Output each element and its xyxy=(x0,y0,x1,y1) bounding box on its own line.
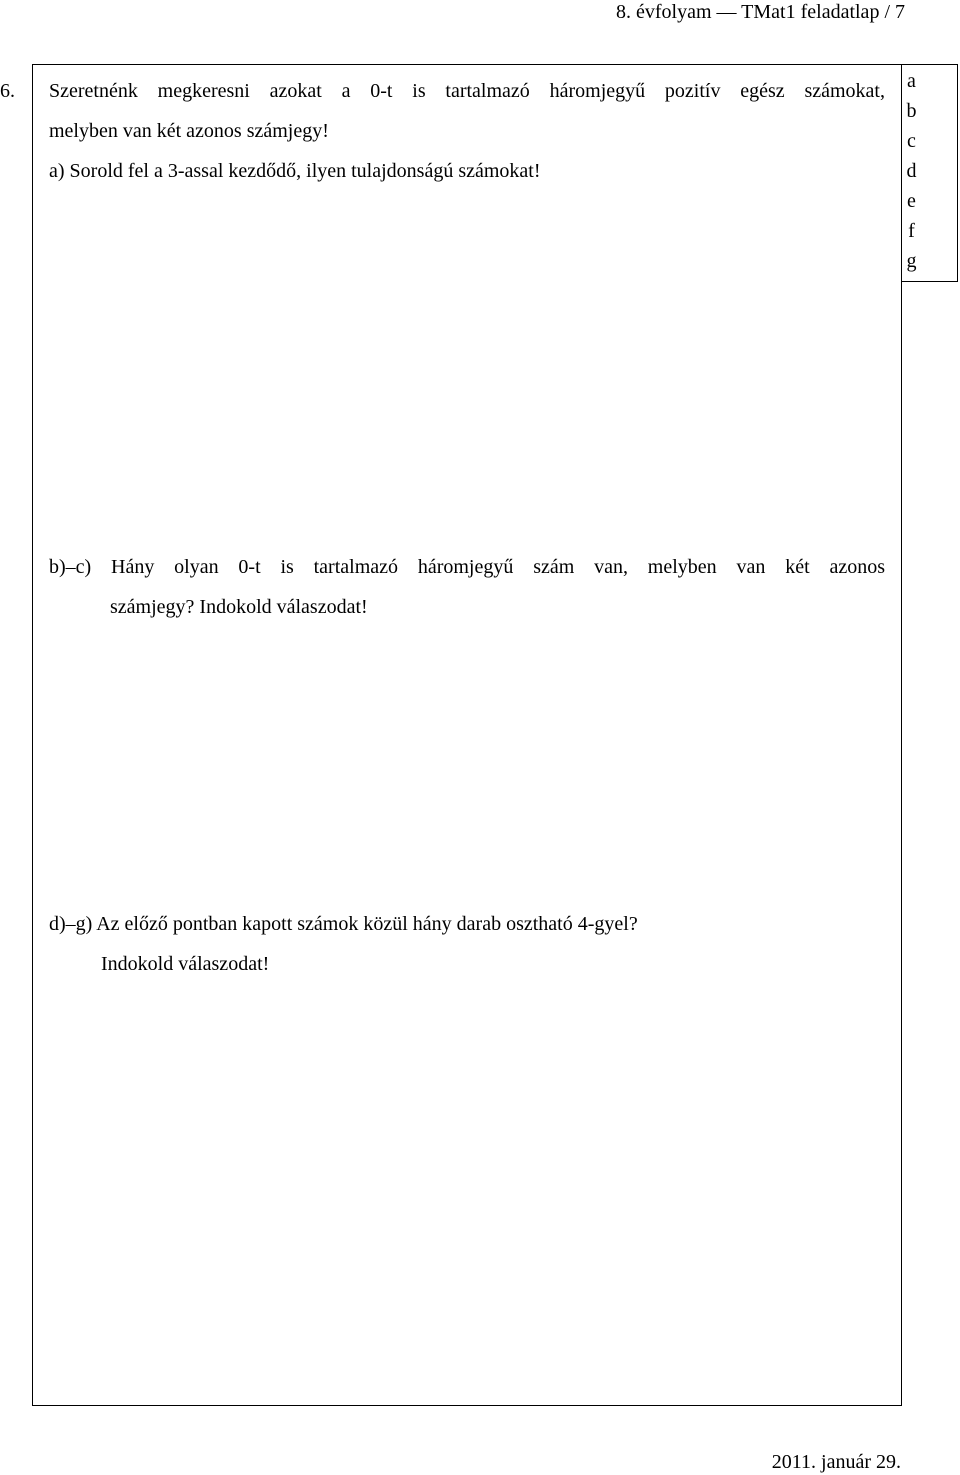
task-number: 6. xyxy=(0,80,15,102)
score-label-g: g xyxy=(906,250,917,272)
question-dg-line-1: d)–g) Az előző pontban kapott számok közül hány darab osztható 4-gyel? xyxy=(49,913,638,935)
score-box xyxy=(901,64,958,282)
page-footer-date: 2011. január 29. xyxy=(771,1451,901,1473)
task-intro-line-1: Szeretnénk megkeresni azokat a 0-t is tartalmazó háromjegyű pozitív egész számokat, xyxy=(49,80,885,102)
question-a: a) Sorold fel a 3-assal kezdődő, ilyen tulajdonságú számokat! xyxy=(49,160,541,182)
answer-frame xyxy=(32,64,902,1406)
score-label-c: c xyxy=(907,130,916,152)
task-intro-line-2: melyben van két azonos számjegy! xyxy=(49,120,329,142)
score-label-b: b xyxy=(906,100,917,122)
score-label-e: e xyxy=(907,190,916,212)
page-header: 8. évfolyam — TMat1 feladatlap / 7 xyxy=(616,1,905,23)
question-bc-line-1: b)–c) Hány olyan 0-t is tartalmazó háromjegyű szám van, melyben van két azonos xyxy=(49,556,885,578)
score-label-f: f xyxy=(908,220,915,242)
score-label-d: d xyxy=(906,160,917,182)
score-label-a: a xyxy=(907,70,916,92)
question-bc-line-2: számjegy? Indokold válaszodat! xyxy=(110,596,368,618)
question-dg-line-2: Indokold válaszodat! xyxy=(101,953,270,975)
